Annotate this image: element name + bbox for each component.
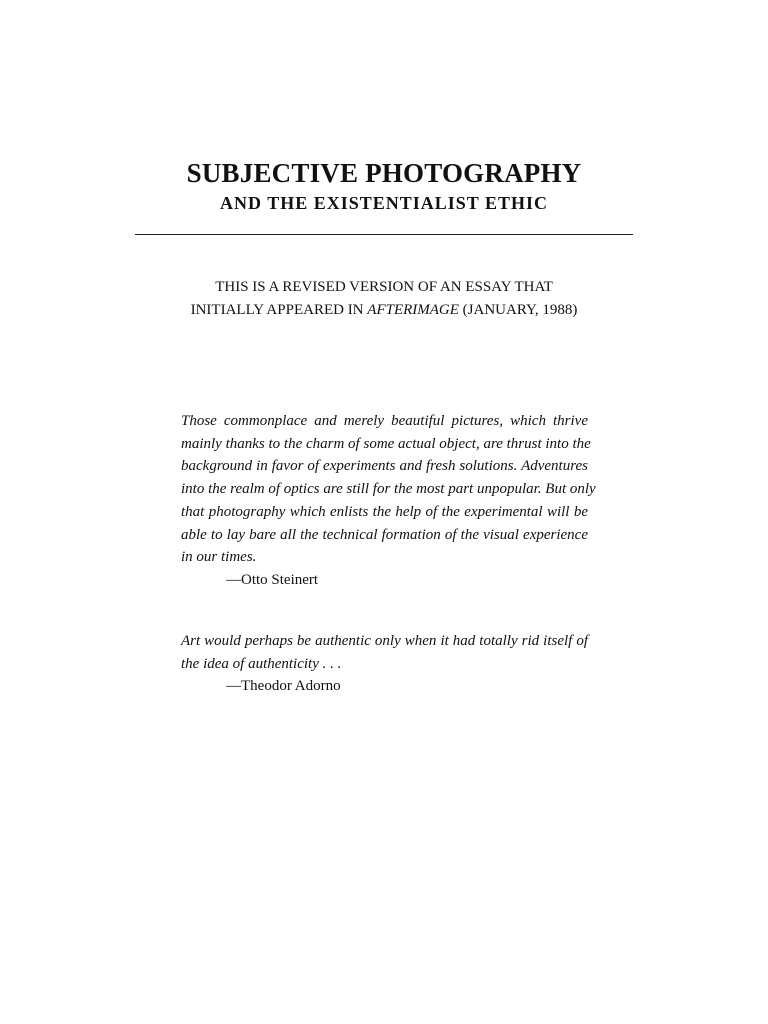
publication-note-line-2 — [0, 299, 768, 322]
epigraph-steinert — [181, 410, 596, 592]
publication-note — [0, 276, 768, 322]
publication-note-line-1: THIS IS A REVISED VERSION OF AN ESSAY THAT — [215, 279, 553, 295]
epigraph-attribution: —Otto Steinert — [226, 571, 319, 588]
epigraph-adorno — [181, 630, 588, 698]
epigraph-line: into the realm of optics are still for the most part unpopular. But only — [181, 481, 596, 498]
epigraph-attribution: —Theodor Adorno — [226, 678, 341, 695]
page-title: SUBJECTIVE PHOTOGRAPHY — [186, 158, 582, 188]
publication-note-suffix: (JANUARY, 1988) — [458, 302, 578, 318]
epigraph-line: the idea of authenticity . . . — [181, 655, 342, 672]
epigraph-line: that photography which enlists the help of the experimental will be — [181, 503, 588, 520]
publication-note-prefix: INITIALLY APPEARED IN — [190, 302, 368, 318]
publication-title: AFTERIMAGE — [367, 302, 459, 318]
epigraph-line: in our times. — [181, 549, 257, 566]
epigraph-line: Art would perhaps be authentic only when it had totally rid itself of — [181, 633, 588, 649]
epigraph-line: Those commonplace and merely beautiful pictures, which thrive — [181, 413, 588, 429]
page-subtitle: AND THE EXISTENTIALIST ETHIC — [220, 193, 548, 213]
title-divider — [135, 234, 633, 235]
epigraph-line: background in favor of experiments and fresh solutions. Adventures — [181, 458, 588, 475]
epigraph-line: able to lay bare all the technical formation of the visual experience — [181, 526, 588, 543]
epigraph-line: mainly thanks to the charm of some actual object, are thrust into the — [181, 435, 591, 452]
